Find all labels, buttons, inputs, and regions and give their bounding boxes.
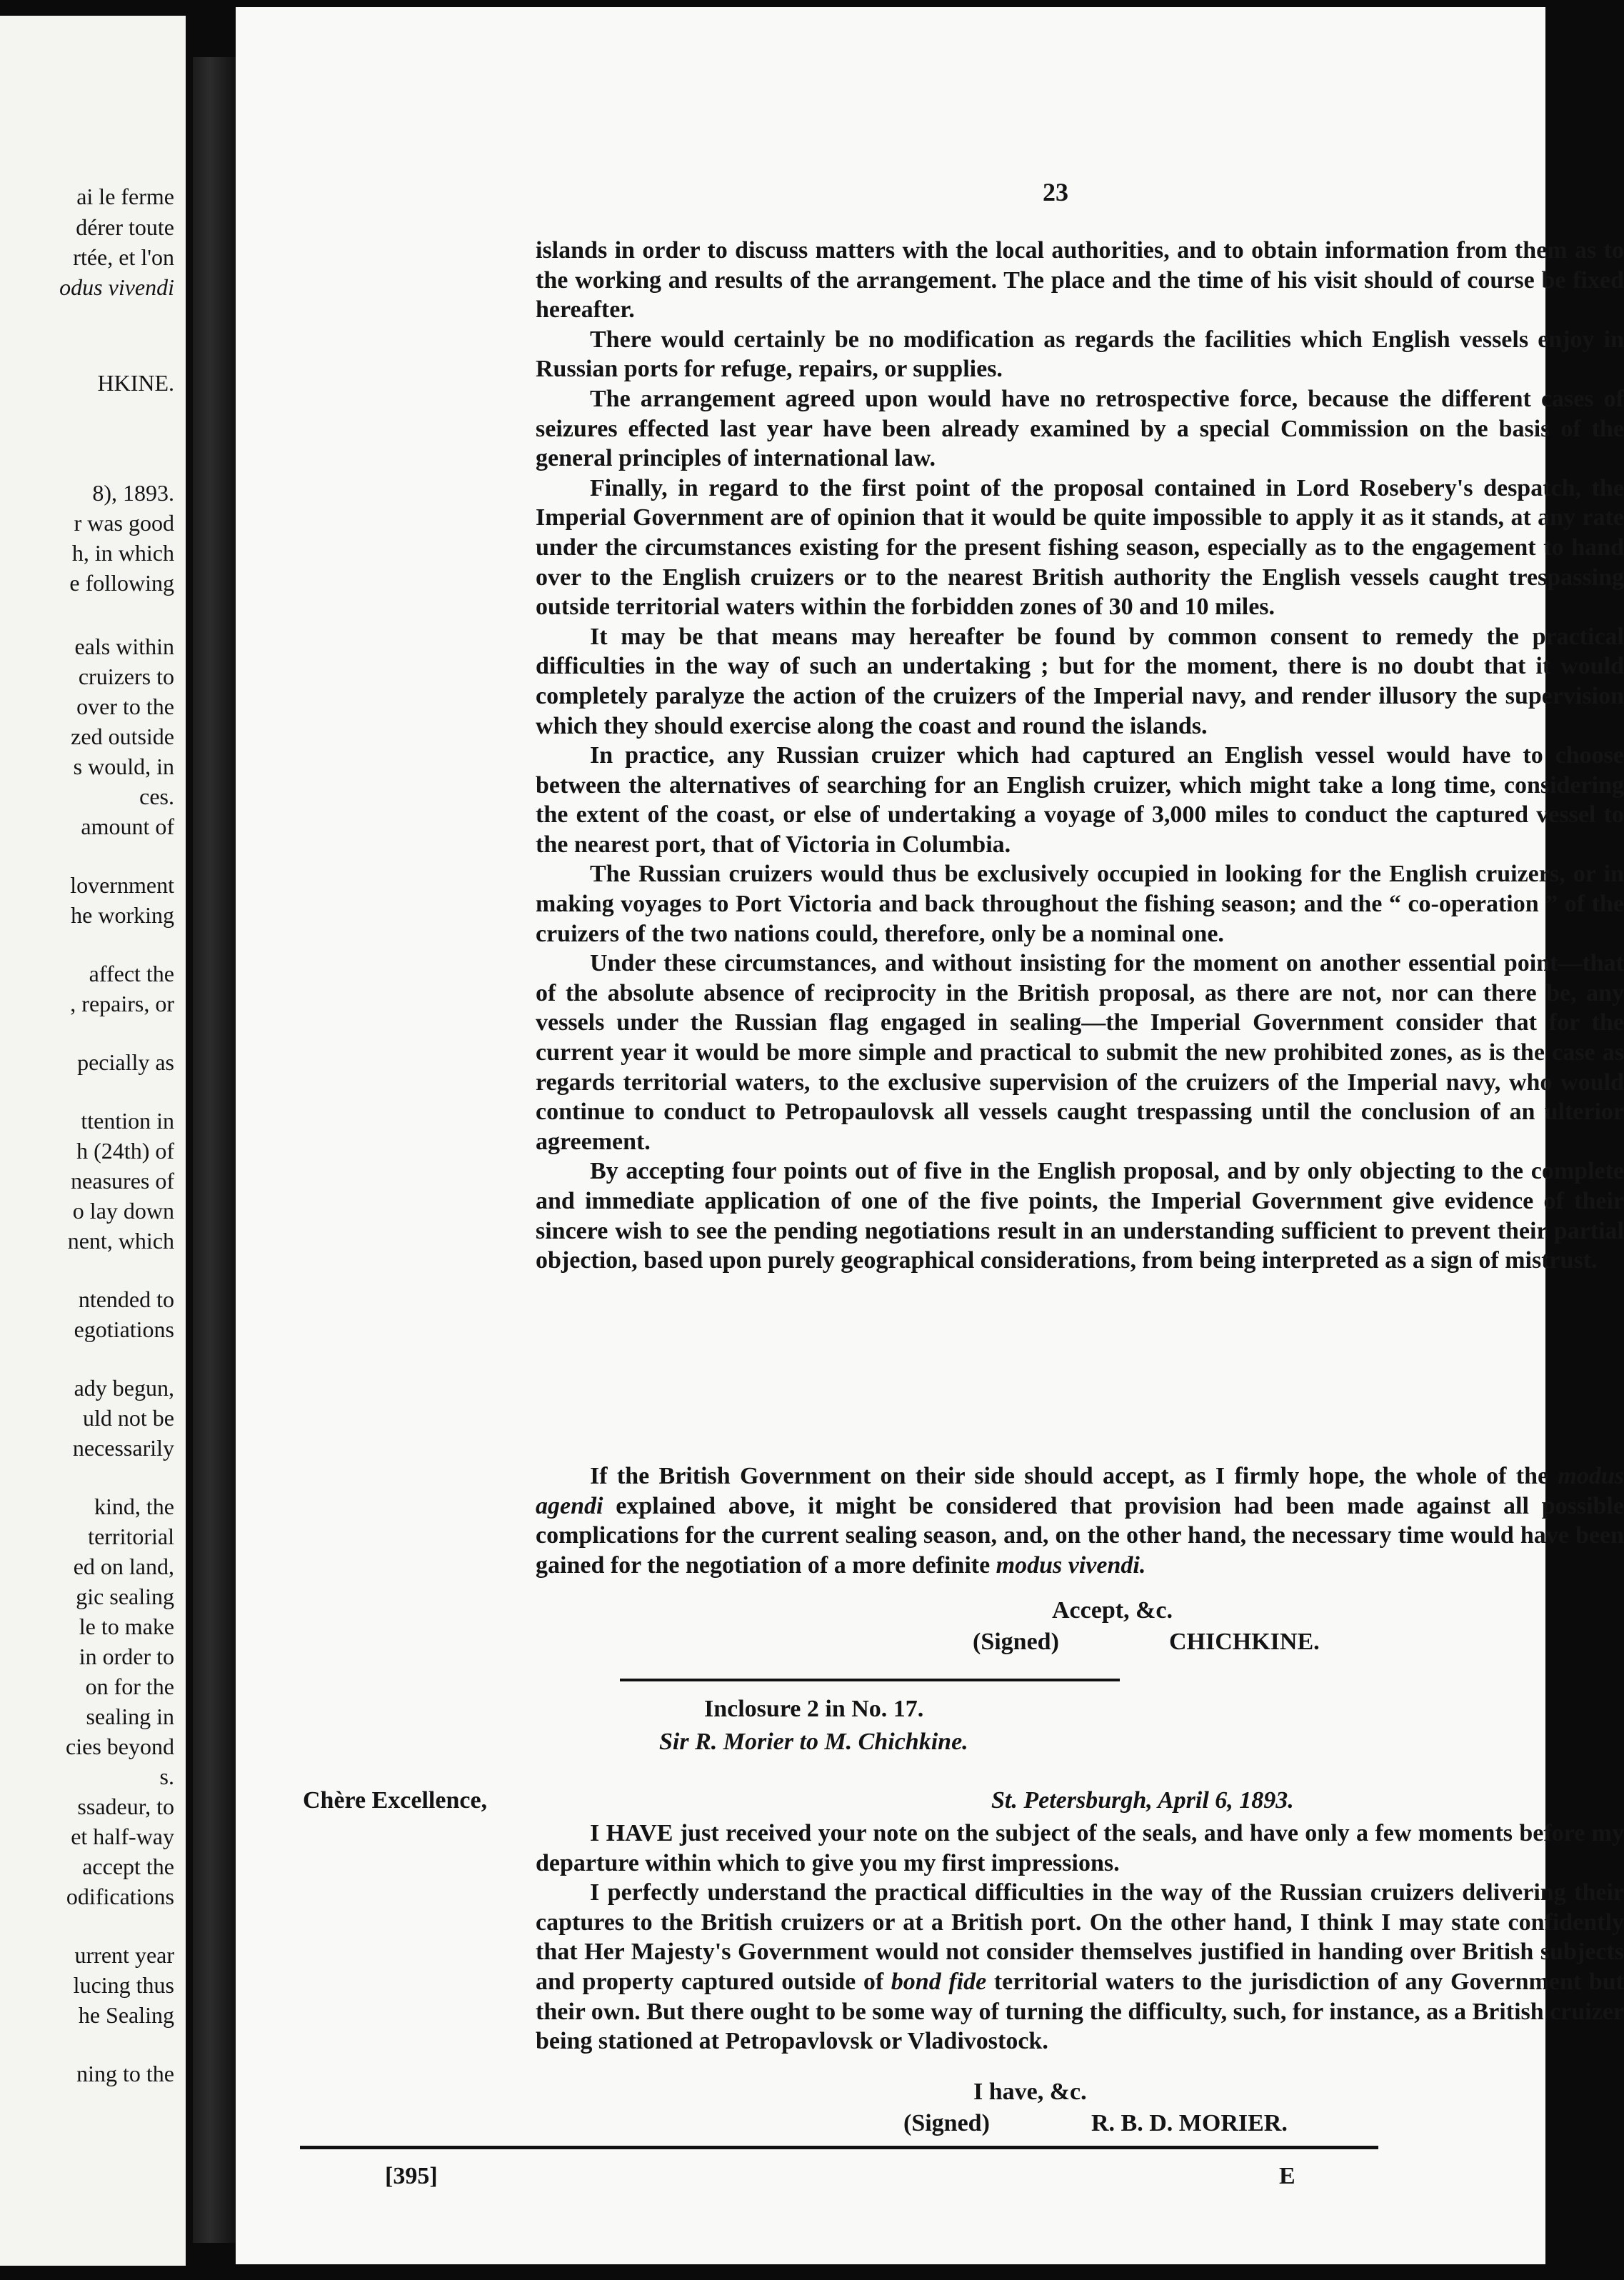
facing-page-line: ssadeur, to (77, 1794, 174, 1819)
body-paragraph: In practice, any Russian cruizer which had captured an English vessel would have to choose between the alternatives of searching for an English cruizer, which might take a long time, considering the extent of the coast, or else of undertaking a voyage of 3,000 miles to conduct the captured vessel to the nearest port, that of Victoria in Columbia. (536, 742, 1624, 858)
closing-signed-label: (Signed) (973, 1629, 1059, 1655)
facing-page-line: et half-way (71, 1824, 174, 1849)
body-paragraph: The Russian cruizers would thus be exclusively occupied in looking for the English cruizers, or in making voyages to Port Victoria and back throughout the fishing season; and the “ co-operation ” of the cruizers of the two nations could, therefore, only be a nominal one. (536, 861, 1624, 947)
letter-2-body (536, 1819, 1624, 2056)
letter-2-para-1: I HAVE just received your note on the subject of the seals, and have only a few moments before my departure within which to give you my first impressions. (536, 1820, 1624, 1876)
facing-page-line: kind, the (94, 1494, 174, 1519)
facing-page-line: egotiations (74, 1316, 174, 1342)
facing-page-line: pecially as (77, 1049, 174, 1075)
facing-page-line: ning to the (76, 2061, 174, 2086)
facing-page-line: uld not be (83, 1405, 174, 1431)
footer-gathering-letter: E (1279, 2163, 1295, 2189)
facing-page-line: on for the (85, 1674, 174, 1699)
facing-page-line: s. (159, 1764, 174, 1789)
body-paragraph: It may be that means may hereafter be found by common consent to remedy the practical difficulties in the way of such an undertaking ; but for the moment, there is no doubt that it would completely paralyze the action of the cruizers of the Imperial navy, and render illusory the supervision which they should exercise along the coast and round the islands. (536, 623, 1624, 739)
page-number: 23 (1043, 178, 1068, 206)
facing-page-line: necessarily (72, 1435, 174, 1461)
facing-page-line: r was good (74, 510, 174, 536)
facing-page-line: cies beyond (66, 1734, 174, 1759)
body-paragraph: There would certainly be no modification as regards the facilities which English vessels enjoy in Russian ports for refuge, repairs, or supplies. (536, 326, 1624, 383)
para-last-italic1: modus agendi (536, 1463, 1624, 1519)
facing-page-line: 8), 1893. (92, 480, 174, 506)
facing-page-line: amount of (81, 814, 174, 839)
para-last-part1: If the British Government on their side should accept, as I firmly hope, the whole of the (590, 1463, 1558, 1489)
salutation: Chère Excellence, (303, 1787, 488, 1814)
facing-page-line: urrent year (74, 1942, 174, 1968)
facing-page-line: ces. (139, 784, 174, 809)
body-paragraph: By accepting four points out of five in the English proposal, and by only objecting to the complete and immediate application of one of the five points, the Imperial Government give evidence of their sincere wish to see the pending negotiations result in an understanding sufficient to prevent their partial objection, based upon purely geographical considerations, from being interpreted as a sign of mistrust. (536, 1158, 1624, 1274)
facing-page-line: over to the (76, 694, 174, 719)
book-spine (193, 57, 236, 2243)
facing-page-line: in order to (79, 1644, 174, 1669)
facing-page-line: h, in which (71, 540, 174, 566)
facing-page-line: HKINE. (97, 370, 174, 396)
facing-page-line: gic sealing (76, 1584, 174, 1609)
facing-page-line: affect the (89, 961, 174, 986)
closing-accept: Accept, &c. (1052, 1597, 1173, 1624)
body-paragraph: The arrangement agreed upon would have no retrospective force, because the different cases of seizures effected last year have been already examined by a special Commission on the basis of the general principles of international law. (536, 385, 1624, 472)
facing-page-line: e following (69, 570, 174, 596)
facing-page-line: s would, in (73, 754, 174, 779)
inclosure-title: Inclosure 2 in No. 17. (704, 1696, 924, 1722)
closing-have: I have, &c. (973, 2079, 1087, 2105)
facing-page-line: territorial (88, 1524, 174, 1549)
facing-page-line: ntended to (78, 1286, 174, 1312)
body-paragraph: islands in order to discuss matters with the local authorities, and to obtain information from them as to the working and results of the arrangement. The place and the time of his visit should of course be fixed hereafter. (536, 237, 1624, 324)
document-page (236, 7, 1624, 2264)
facing-page-line: he working (71, 902, 174, 928)
closing-signature: CHICHKINE. (1169, 1629, 1320, 1655)
section-divider (620, 1679, 1120, 1681)
closing2-signature: R. B. D. MORIER. (1091, 2110, 1288, 2136)
letter-2-para-2a: I perfectly understand the practical difficulties in the way of the Russian cruizers delivering their captures to the British cruizers or at a British port. On the other hand, I think I may state confidently that Her Majesty's Government would not consider themselves justified in handing over British subjects and property captured outside of (536, 1879, 1624, 1995)
facing-page-line: he Sealing (78, 2002, 174, 2028)
facing-page-line: h (24th) of (76, 1138, 174, 1164)
facing-page-line: , repairs, or (70, 991, 174, 1016)
facing-page-line: cruizers to (78, 664, 174, 689)
facing-page-line: rtée, et l'on (73, 244, 174, 270)
letter-body (536, 236, 1624, 1276)
facing-page-line: o lay down (72, 1198, 174, 1224)
place-date: St. Petersburgh, April 6, 1893. (991, 1787, 1294, 1814)
facing-page-line: lucing thus (73, 1972, 174, 1998)
facing-page-line: eals within (74, 634, 174, 659)
facing-page-line: odifications (66, 1884, 174, 1909)
facing-page-line: nent, which (67, 1228, 174, 1254)
body-paragraph: Finally, in regard to the first point of the proposal contained in Lord Rosebery's despatch, the Imperial Government are of opinion that it would be quite impossible to apply it as it stands, at any rate under the circumstances existing for the present fishing season, especially as to the engagement to hand over to the English cruizers or to the nearest British authority the English vessels caught trespassing outside territorial waters within the forbidden zones of 30 and 10 miles. (536, 474, 1624, 621)
footer-rule (300, 2146, 1378, 2149)
inclosure-subtitle: Sir R. Morier to M. Chichkine. (659, 1729, 968, 1755)
footer-signature-mark: [395] (385, 2163, 438, 2189)
para-last-part2: explained above, it might be considered that provision had been made against all possible complications for the current sealing season, and, on the other hand, the necessary time would have been gained for the negotiation of a more definite (536, 1492, 1624, 1579)
letter-2-para-2b: territorial waters to the jurisdiction of any Government but their own. But there ought to be some way of turning the difficulty, such, for instance, as a British cruizer being stationed at Petropavlovsk or Vladivostock. (536, 1968, 1624, 2055)
final-paragraph (536, 1461, 1624, 1580)
facing-page-line: neasures of (71, 1168, 174, 1194)
facing-page-line: ttention in (81, 1108, 174, 1134)
facing-page-line: odus vivendi (59, 274, 174, 300)
closing2-signed-label: (Signed) (903, 2110, 990, 2136)
facing-page-line: le to make (79, 1614, 174, 1639)
facing-page-line: zed outside (71, 724, 174, 749)
facing-page-line: ady begun, (74, 1375, 174, 1401)
facing-page-line: lovernment (70, 872, 174, 898)
facing-page-line: ed on land, (73, 1554, 174, 1579)
letter-2-italic: bond fide (891, 1968, 987, 1995)
facing-page-fragment (0, 16, 186, 2266)
body-paragraph: Under these circumstances, and without insisting for the moment on another essential point—that of the absolute absence of reciprocity in the British proposal, as there are not, nor can there be, any vessels under the Russian flag engaged in sealing—the Imperial Government consider that for the current year it would be more simple and practical to submit the new prohibited zones, as is the case as regards territorial waters, to the exclusive supervision of the cruizers of the Imperial navy, who would continue to conduct to Petropaulovsk all vessels caught trespassing until the conclusion of an ulterior agreement. (536, 950, 1624, 1155)
para-last-italic2: modus vivendi. (996, 1551, 1146, 1579)
facing-page-line: sealing in (86, 1704, 174, 1729)
facing-page-line: accept the (82, 1854, 174, 1879)
facing-page-line: dérer toute (76, 214, 174, 240)
facing-page-line: ai le ferme (76, 184, 174, 209)
